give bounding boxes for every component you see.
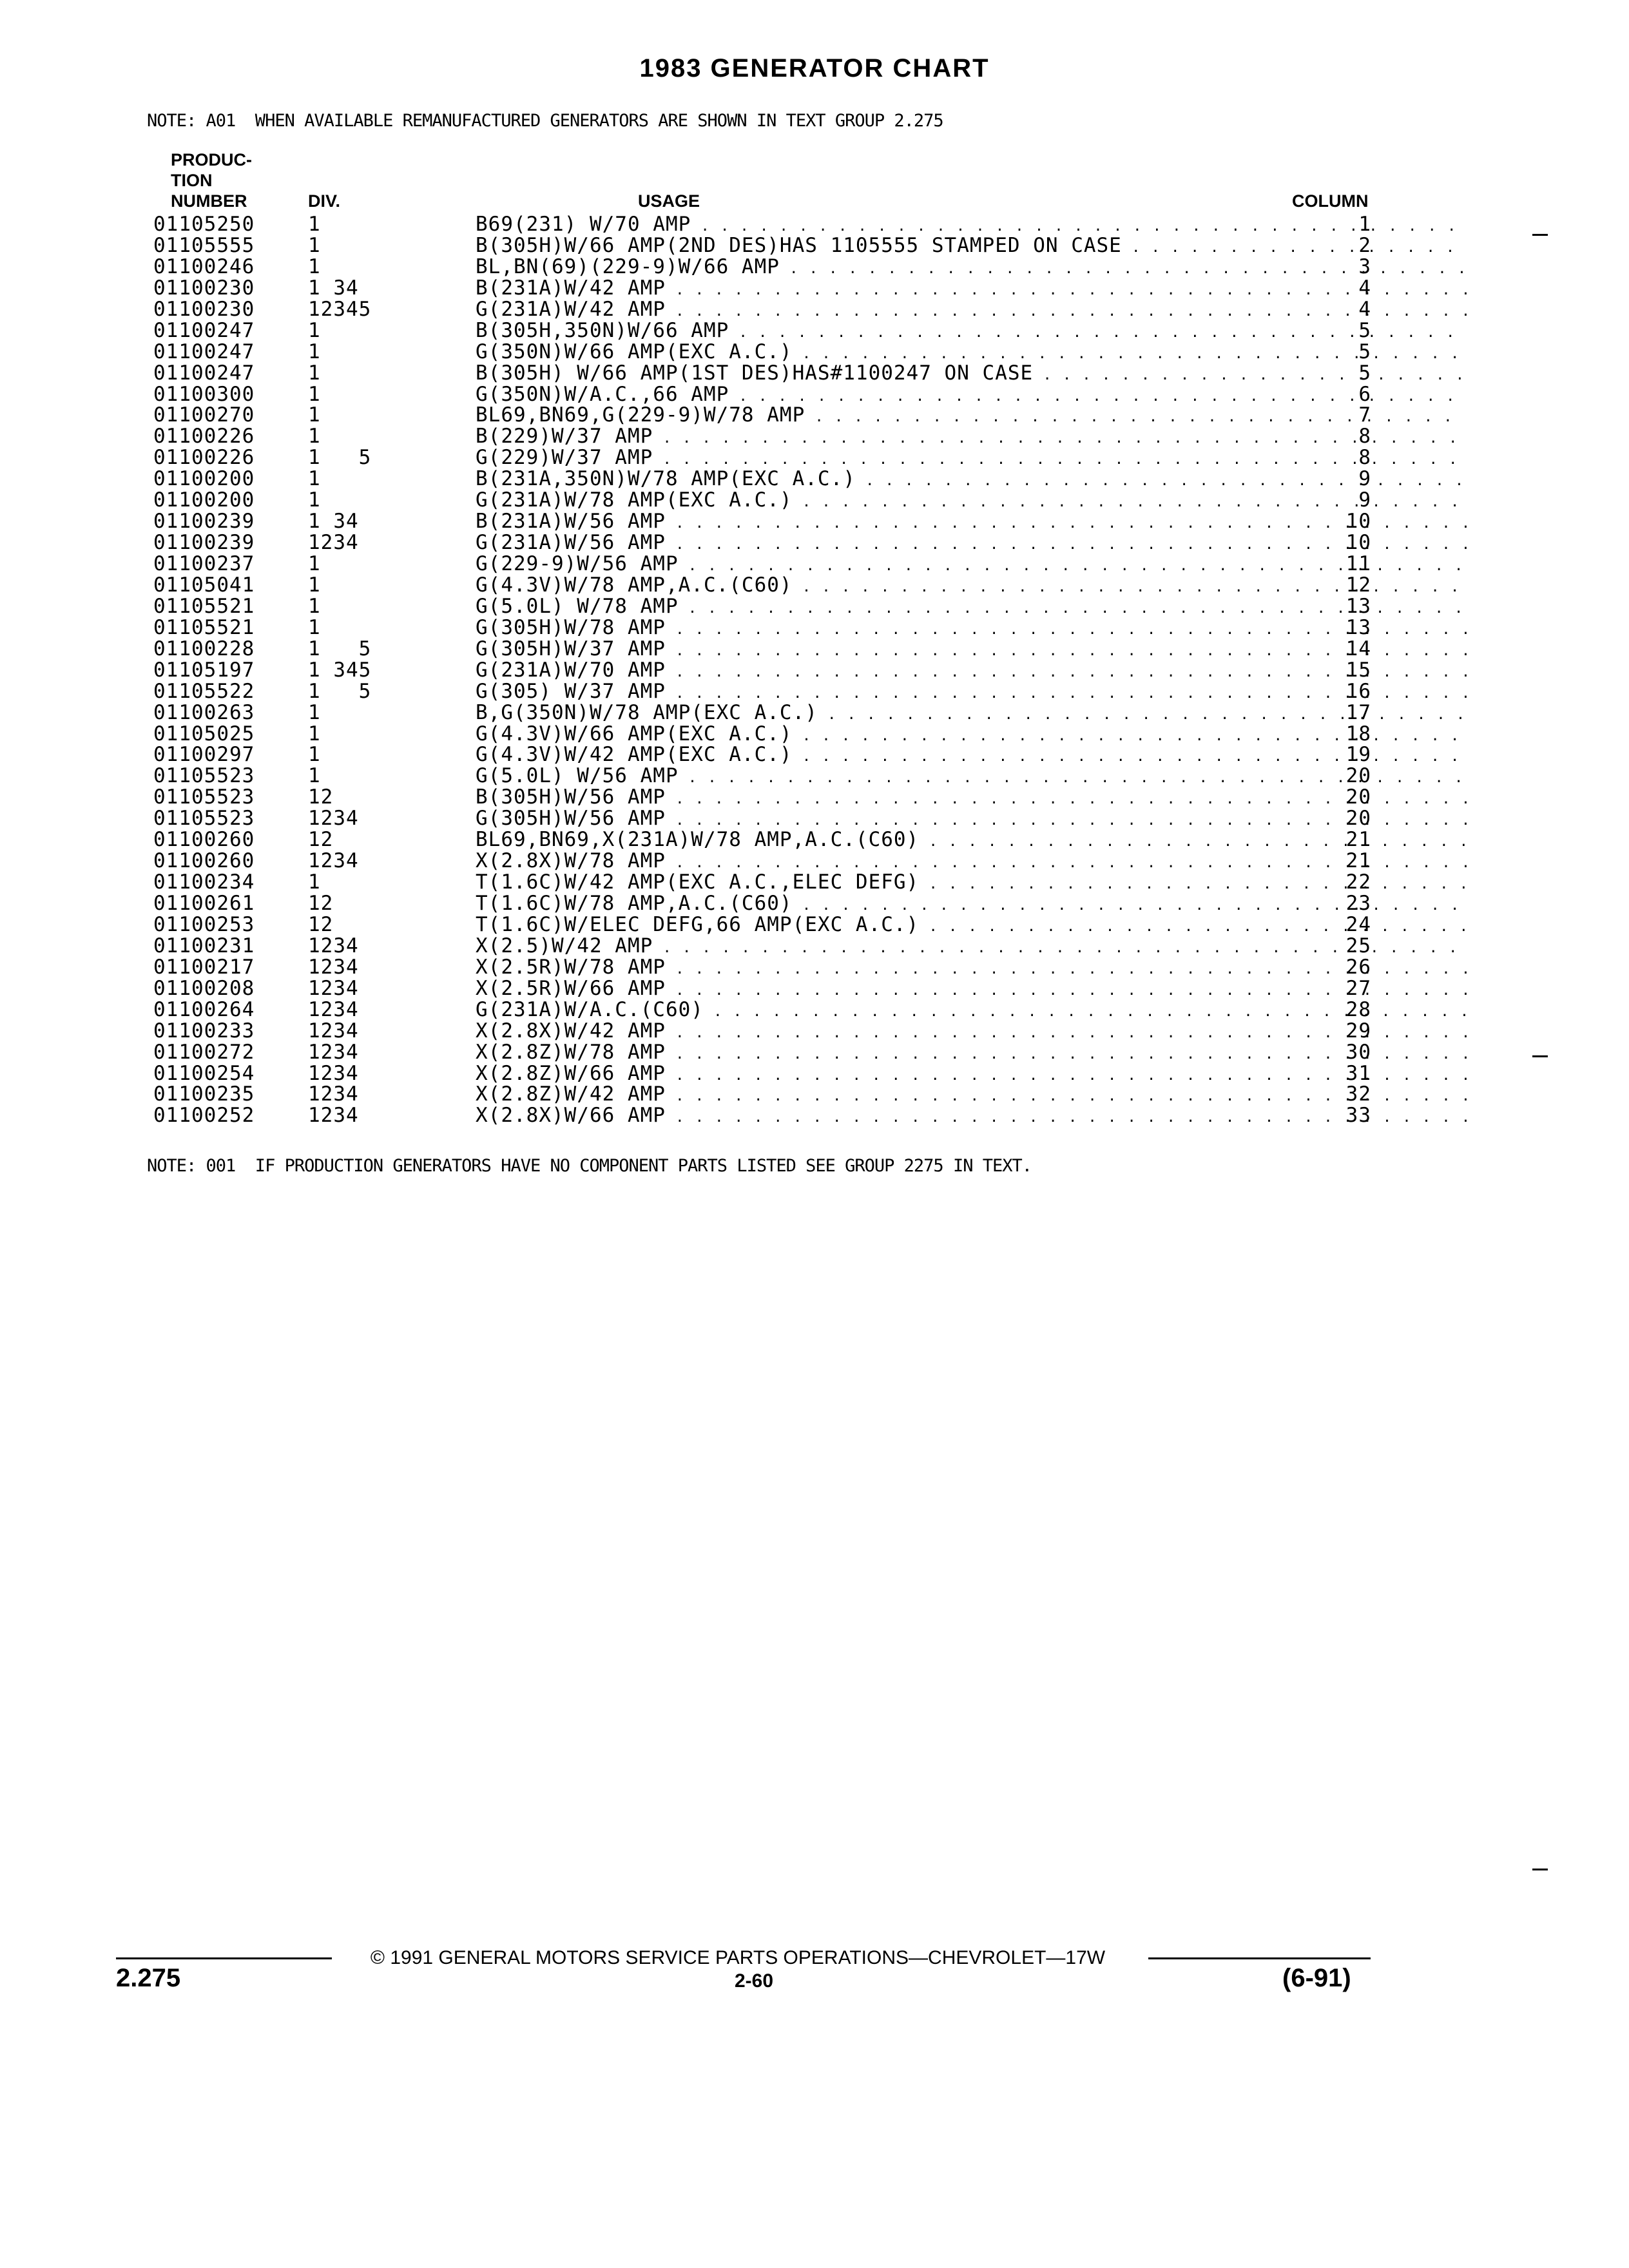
- production-number: 01100226: [153, 446, 255, 470]
- table-row: [153, 235, 1378, 256]
- division: 1: [308, 340, 321, 363]
- column-number: 24: [1345, 912, 1371, 936]
- usage: BL69,BN69,X(231A)W/78 AMP,A.C.(C60) . . .: [476, 829, 1467, 850]
- usage-cell: [476, 320, 1467, 341]
- division: 1234: [308, 1061, 359, 1085]
- usage-cell: [476, 765, 1467, 787]
- table-row: [153, 511, 1378, 532]
- production-number: 01100239: [153, 531, 255, 555]
- table-row: [153, 936, 1378, 957]
- column-number: 9: [1358, 467, 1371, 491]
- division: 1: [308, 594, 321, 618]
- production-number: 01105522: [153, 679, 255, 703]
- usage: X(2.8Z)W/42 AMP . . .: [476, 1084, 1467, 1105]
- usage: B(231A)W/56 AMP . . .: [476, 511, 1467, 532]
- division: 1: [308, 615, 321, 639]
- column-number: 18: [1345, 722, 1371, 745]
- division: 1: [308, 700, 321, 724]
- usage-cell: [476, 660, 1467, 681]
- table-row: [153, 299, 1378, 320]
- footer-rule-right: [1148, 1957, 1371, 1959]
- division: 1: [308, 870, 321, 894]
- usage: BL69,BN69,G(229-9)W/78 AMP . . .: [476, 405, 1467, 426]
- usage: G(231A)W/42 AMP . . .: [476, 299, 1467, 320]
- margin-mark: [1532, 1869, 1548, 1870]
- usage-cell: [476, 405, 1467, 426]
- table-row: [153, 808, 1378, 829]
- usage: G(305H)W/78 AMP . . .: [476, 617, 1467, 639]
- column-number: 4: [1358, 297, 1371, 321]
- table-row: [153, 1021, 1378, 1042]
- header-production-number-line: TION: [171, 171, 213, 190]
- usage-cell: [476, 999, 1467, 1021]
- footer-section-number: 2.275: [116, 1964, 181, 1992]
- production-number: 01100246: [153, 255, 255, 278]
- production-number: 01100226: [153, 425, 255, 448]
- column-number: 26: [1345, 955, 1371, 979]
- column-number: 8: [1358, 425, 1371, 448]
- division: 1234: [308, 1040, 359, 1064]
- page-title: 1983 GENERATOR CHART: [639, 54, 990, 82]
- usage-cell: [476, 702, 1467, 724]
- production-number: 01105523: [153, 807, 255, 831]
- footer-copyright: © 1991 GENERAL MOTORS SERVICE PARTS OPERATIONS—CHEVROLET—17W: [370, 1947, 1106, 1968]
- usage-cell: [476, 681, 1467, 702]
- table-row: [153, 617, 1378, 639]
- production-number: 01100231: [153, 934, 255, 957]
- production-number: 01100234: [153, 870, 255, 894]
- table-row: [153, 447, 1378, 468]
- usage: G(231A)W/A.C.(C60) . . .: [476, 999, 1467, 1021]
- division: 1: [308, 573, 321, 597]
- column-number: 20: [1345, 807, 1371, 831]
- division: 1: [308, 467, 321, 491]
- division: 1234: [308, 997, 359, 1021]
- division: 1234: [308, 531, 359, 555]
- table-row: [153, 341, 1378, 363]
- usage: G(5.0L) W/56 AMP . . .: [476, 765, 1467, 787]
- usage-cell: [476, 490, 1467, 511]
- division: 1: [308, 552, 321, 575]
- column-number: 10: [1345, 510, 1371, 533]
- usage: G(231A)W/56 AMP . . .: [476, 532, 1467, 553]
- table-row: [153, 575, 1378, 596]
- usage: B69(231) W/70 AMP . . .: [476, 214, 1467, 235]
- table-row: [153, 978, 1378, 999]
- column-number: 31: [1345, 1061, 1371, 1085]
- usage: T(1.6C)W/42 AMP(EXC A.C.,ELEC DEFG) . . .: [476, 872, 1467, 893]
- production-number: 01100253: [153, 912, 255, 936]
- usage-cell: [476, 850, 1467, 872]
- usage: B(231A)W/42 AMP . . .: [476, 278, 1467, 299]
- usage-cell: [476, 724, 1467, 745]
- usage-cell: [476, 829, 1467, 850]
- column-number: 28: [1345, 997, 1371, 1021]
- column-number: 21: [1345, 828, 1371, 852]
- division: 1 5: [308, 637, 372, 660]
- column-number: 4: [1358, 276, 1371, 300]
- division: 1 34: [308, 276, 359, 300]
- header-production-number-line: PRODUC-: [171, 150, 252, 169]
- table-row: [153, 320, 1378, 341]
- table-row: [153, 829, 1378, 850]
- usage: G(350N)W/A.C.,66 AMP . . .: [476, 384, 1467, 405]
- table-row: [153, 384, 1378, 405]
- division: 1234: [308, 934, 359, 957]
- table-row: [153, 596, 1378, 617]
- production-number: 01100228: [153, 637, 255, 660]
- column-number: 2: [1358, 233, 1371, 257]
- usage: B(229)W/37 AMP . . .: [476, 426, 1467, 447]
- production-number: 01100217: [153, 955, 255, 979]
- usage-cell: [476, 511, 1467, 532]
- production-number: 01100230: [153, 276, 255, 300]
- table-row: [153, 787, 1378, 808]
- usage-cell: [476, 639, 1467, 660]
- production-number: 01100297: [153, 743, 255, 767]
- production-number: 01100260: [153, 828, 255, 852]
- usage-cell: [476, 553, 1467, 575]
- usage: G(305H)W/56 AMP . . .: [476, 808, 1467, 829]
- usage-cell: [476, 256, 1467, 278]
- division: 1: [308, 488, 321, 512]
- production-number: 01100264: [153, 997, 255, 1021]
- usage: G(305H)W/37 AMP . . .: [476, 639, 1467, 660]
- column-number: 5: [1358, 340, 1371, 363]
- production-number: 01100235: [153, 1082, 255, 1106]
- column-number: 10: [1345, 531, 1371, 555]
- production-number: 01100252: [153, 1104, 255, 1128]
- usage: G(5.0L) W/78 AMP . . .: [476, 596, 1467, 617]
- header-div: DIV.: [308, 191, 341, 211]
- production-number: 01100260: [153, 849, 255, 873]
- usage: X(2.5R)W/78 AMP . . .: [476, 957, 1467, 978]
- usage-cell: [476, 1021, 1467, 1042]
- table-row: [153, 468, 1378, 490]
- table-row: [153, 256, 1378, 278]
- column-number: 5: [1358, 361, 1371, 385]
- division: 1: [308, 255, 321, 278]
- usage: B(305H)W/56 AMP . . .: [476, 787, 1467, 808]
- usage: X(2.5R)W/66 AMP . . .: [476, 978, 1467, 999]
- footer-page-number: 2-60: [734, 1970, 774, 1992]
- production-number: 01100233: [153, 1019, 255, 1043]
- usage: B(231A,350N)W/78 AMP(EXC A.C.) . . .: [476, 468, 1467, 490]
- production-number: 01105521: [153, 615, 255, 639]
- usage-cell: [476, 936, 1467, 957]
- column-number: 20: [1345, 785, 1371, 809]
- column-number: 15: [1345, 658, 1371, 682]
- header-production-number-line: NUMBER: [171, 191, 247, 211]
- usage-cell: [476, 447, 1467, 468]
- column-number: 12: [1345, 573, 1371, 597]
- division: 1 345: [308, 658, 372, 682]
- division: 1: [308, 382, 321, 406]
- usage: BL,BN(69)(229-9)W/66 AMP . . .: [476, 256, 1467, 278]
- usage-cell: [476, 1042, 1467, 1063]
- division: 1234: [308, 955, 359, 979]
- production-number: 01105041: [153, 573, 255, 597]
- production-number: 01105523: [153, 785, 255, 809]
- note-remanufactured: NOTE: A01 WHEN AVAILABLE REMANUFACTURED GENERATORS ARE SHOWN IN TEXT GROUP 2.275: [147, 111, 943, 131]
- column-number: 6: [1358, 382, 1371, 406]
- usage: G(305) W/37 AMP . . .: [476, 681, 1467, 702]
- division: 12: [308, 785, 334, 809]
- table-row: [153, 639, 1378, 660]
- table-row: [153, 850, 1378, 872]
- usage: G(229)W/37 AMP . . .: [476, 447, 1467, 468]
- usage-cell: [476, 914, 1467, 936]
- production-number: 01105555: [153, 233, 255, 257]
- division: 1234: [308, 1019, 359, 1043]
- table-row: [153, 363, 1378, 384]
- column-number: 32: [1345, 1082, 1371, 1106]
- usage: T(1.6C)W/ELEC DEFG,66 AMP(EXC A.C.) . . .: [476, 914, 1467, 936]
- division: 1 5: [308, 679, 372, 703]
- production-number: 01100239: [153, 510, 255, 533]
- column-number: 22: [1345, 870, 1371, 894]
- usage: G(4.3V)W/42 AMP(EXC A.C.) . . .: [476, 744, 1467, 765]
- column-number: 16: [1345, 679, 1371, 703]
- usage-cell: [476, 787, 1467, 808]
- usage: X(2.8Z)W/78 AMP . . .: [476, 1042, 1467, 1063]
- usage: X(2.8X)W/66 AMP . . .: [476, 1105, 1467, 1126]
- division: 1234: [308, 1104, 359, 1128]
- table-row: [153, 914, 1378, 936]
- usage: B(305H,350N)W/66 AMP . . .: [476, 320, 1467, 341]
- production-number: 01105025: [153, 722, 255, 745]
- column-number: 23: [1345, 892, 1371, 915]
- table-row: [153, 999, 1378, 1021]
- usage: G(231A)W/78 AMP(EXC A.C.) . . .: [476, 490, 1467, 511]
- production-number: 01100247: [153, 340, 255, 363]
- division: 1234: [308, 1082, 359, 1106]
- production-number: 01100263: [153, 700, 255, 724]
- margin-mark: [1532, 234, 1548, 236]
- column-number: 13: [1345, 615, 1371, 639]
- production-number: 01100200: [153, 467, 255, 491]
- division: 1234: [308, 976, 359, 1000]
- division: 1: [308, 764, 321, 788]
- table-row: [153, 872, 1378, 893]
- usage-cell: [476, 617, 1467, 639]
- column-number: 13: [1345, 594, 1371, 618]
- usage-cell: [476, 468, 1467, 490]
- usage: T(1.6C)W/78 AMP,A.C.(C60) . . .: [476, 893, 1467, 914]
- table-row: [153, 405, 1378, 426]
- table-row: [153, 490, 1378, 511]
- usage: B,G(350N)W/78 AMP(EXC A.C.) . . .: [476, 702, 1467, 724]
- usage: X(2.5)W/42 AMP . . .: [476, 936, 1467, 957]
- column-number: 30: [1345, 1040, 1371, 1064]
- usage-cell: [476, 575, 1467, 596]
- header-column: COLUMN: [1292, 191, 1369, 211]
- column-number: 3: [1358, 255, 1371, 278]
- division: 1: [308, 743, 321, 767]
- usage-cell: [476, 872, 1467, 893]
- division: 1: [308, 233, 321, 257]
- column-number: 17: [1345, 700, 1371, 724]
- footer-rule-left: [116, 1957, 332, 1959]
- production-number: 01100247: [153, 361, 255, 385]
- division: 12: [308, 828, 334, 852]
- margin-mark: [1532, 1055, 1548, 1057]
- table-row: [153, 660, 1378, 681]
- column-number: 8: [1358, 446, 1371, 470]
- production-number: 01105521: [153, 594, 255, 618]
- table-row: [153, 765, 1378, 787]
- production-number: 01100230: [153, 297, 255, 321]
- generator-table: [153, 214, 1378, 1126]
- division: 1 5: [308, 446, 372, 470]
- division: 1234: [308, 849, 359, 873]
- table-row: [153, 724, 1378, 745]
- production-number: 01100261: [153, 892, 255, 915]
- usage-cell: [476, 596, 1467, 617]
- production-number: 01100200: [153, 488, 255, 512]
- table-row: [153, 702, 1378, 724]
- usage: X(2.8X)W/78 AMP . . .: [476, 850, 1467, 872]
- table-row: [153, 744, 1378, 765]
- usage: B(305H) W/66 AMP(1ST DES)HAS#1100247 ON CASE . . .: [476, 363, 1467, 384]
- header-production-number: [171, 149, 267, 211]
- production-number: 01100247: [153, 318, 255, 342]
- footer-date: (6-91): [1282, 1964, 1351, 1992]
- division: 1: [308, 213, 321, 236]
- column-number: 5: [1358, 318, 1371, 342]
- production-number: 01105250: [153, 213, 255, 236]
- division: 1: [308, 425, 321, 448]
- usage: G(4.3V)W/78 AMP,A.C.(C60) . . .: [476, 575, 1467, 596]
- usage: G(350N)W/66 AMP(EXC A.C.) . . .: [476, 341, 1467, 363]
- production-number: 01100254: [153, 1061, 255, 1085]
- usage: X(2.8Z)W/66 AMP . . .: [476, 1063, 1467, 1084]
- usage: G(229-9)W/56 AMP . . .: [476, 553, 1467, 575]
- division: 1234: [308, 807, 359, 831]
- column-number: 25: [1345, 934, 1371, 957]
- division: 12: [308, 892, 334, 915]
- column-number: 29: [1345, 1019, 1371, 1043]
- usage-cell: [476, 957, 1467, 978]
- column-number: 14: [1345, 637, 1371, 660]
- usage-cell: [476, 235, 1467, 256]
- usage-cell: [476, 426, 1467, 447]
- production-number: 01100208: [153, 976, 255, 1000]
- usage: B(305H)W/66 AMP(2ND DES)HAS 1105555 STAMPED ON CASE . . .: [476, 235, 1467, 256]
- division: 12: [308, 912, 334, 936]
- usage-cell: [476, 808, 1467, 829]
- column-number: 7: [1358, 403, 1371, 427]
- production-number: 01100300: [153, 382, 255, 406]
- usage-cell: [476, 1084, 1467, 1105]
- production-number: 01105523: [153, 764, 255, 788]
- division: 1 34: [308, 510, 359, 533]
- production-number: 01100272: [153, 1040, 255, 1064]
- division: 1: [308, 318, 321, 342]
- table-row: [153, 1042, 1378, 1063]
- production-number: 01100237: [153, 552, 255, 575]
- column-number: 21: [1345, 849, 1371, 873]
- table-row: [153, 1063, 1378, 1084]
- usage-cell: [476, 893, 1467, 914]
- usage-cell: [476, 341, 1467, 363]
- usage-cell: [476, 532, 1467, 553]
- usage-cell: [476, 299, 1467, 320]
- division: 12345: [308, 297, 372, 321]
- usage-cell: [476, 278, 1467, 299]
- usage-cell: [476, 744, 1467, 765]
- header-usage: USAGE: [638, 191, 700, 211]
- usage: G(4.3V)W/66 AMP(EXC A.C.) . . .: [476, 724, 1467, 745]
- usage-cell: [476, 214, 1467, 235]
- column-number: 19: [1345, 743, 1371, 767]
- table-row: [153, 957, 1378, 978]
- division: 1: [308, 722, 321, 745]
- table-row: [153, 681, 1378, 702]
- division: 1: [308, 403, 321, 427]
- table-row: [153, 278, 1378, 299]
- usage: X(2.8X)W/42 AMP . . .: [476, 1021, 1467, 1042]
- production-number: 01100270: [153, 403, 255, 427]
- usage-cell: [476, 1105, 1467, 1126]
- column-number: 33: [1345, 1104, 1371, 1128]
- production-number: 01105197: [153, 658, 255, 682]
- usage: G(231A)W/70 AMP . . .: [476, 660, 1467, 681]
- table-row: [153, 893, 1378, 914]
- note-component-parts: NOTE: 001 IF PRODUCTION GENERATORS HAVE NO COMPONENT PARTS LISTED SEE GROUP 2275 IN TEXT.: [147, 1156, 1032, 1176]
- usage-cell: [476, 363, 1467, 384]
- column-number: 11: [1345, 552, 1371, 575]
- column-number: 1: [1358, 213, 1371, 236]
- table-row: [153, 553, 1378, 575]
- column-number: 20: [1345, 764, 1371, 788]
- column-number: 27: [1345, 976, 1371, 1000]
- usage-cell: [476, 384, 1467, 405]
- table-row: [153, 1105, 1378, 1126]
- table-row: [153, 214, 1378, 235]
- column-number: 9: [1358, 488, 1371, 512]
- table-row: [153, 532, 1378, 553]
- table-row: [153, 1084, 1378, 1105]
- division: 1: [308, 361, 321, 385]
- table-row: [153, 426, 1378, 447]
- usage-cell: [476, 978, 1467, 999]
- usage-cell: [476, 1063, 1467, 1084]
